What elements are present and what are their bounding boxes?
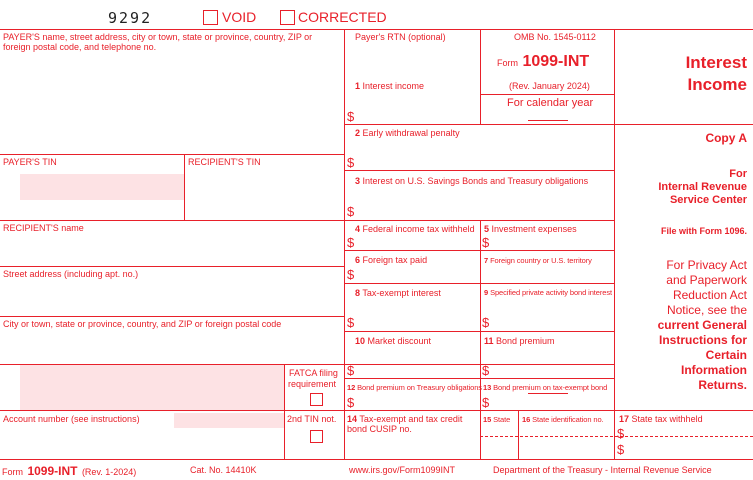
box15-label: 15 State [483,415,511,424]
box4-label: 4 Federal income tax withheld [355,224,475,234]
footer-cat-no: Cat. No. 14410K [190,465,257,475]
box14-label: 14 Tax-exempt and tax credit bond CUSIP no. [347,414,463,434]
title-income: Income [687,75,747,94]
calendar-year-field[interactable] [528,120,568,121]
box12-dollar: $ [347,395,355,410]
second-tin-label: 2nd TIN not. [287,414,337,424]
instructions-line-4: Information [681,363,747,377]
form-number: 1099-INT [522,53,590,70]
instructions-line-3: Certain [705,348,747,362]
box6-label: 6 Foreign tax paid [355,255,428,265]
omb-number: OMB No. 1545-0112 [514,32,596,42]
box9-label: 9 Specified private activity bond interest [484,288,612,297]
box13-dollar: $ [482,395,490,410]
payer-tin-field[interactable] [20,174,184,200]
service-center-label: Service Center [669,194,747,206]
box3-label: 3 Interest on U.S. Savings Bonds and Treasury obligations [355,176,589,186]
file-with-1096: File with Form 1096. [660,226,747,236]
instructions-line-5: Returns. [698,378,747,392]
corrected-label: CORRECTED [298,9,387,25]
fatca-checkbox[interactable] [310,393,323,406]
calendar-year-label: For calendar year [507,97,594,109]
payer-tin-label: PAYER'S TIN [3,157,57,167]
street-address-label: Street address (including apt. no.) [3,269,139,279]
payer-name-label: PAYER'S name, street address, city or town, state or province, country, ZIP or foreign postal code, and telephone no. [3,32,313,52]
box8-label: 8 Tax-exempt interest [355,288,441,298]
box10-label: 10 Market discount [355,336,432,346]
footer-rev: (Rev. 1-2024) [81,467,137,477]
box1-label: 1 Interest income [355,81,425,91]
copy-a: Copy A [705,131,747,145]
city-label: City or town, state or province, country, and ZIP or foreign postal code [3,319,282,329]
account-number-label: Account number (see instructions) [3,414,140,424]
box9-dollar: $ [482,315,490,330]
box2-label: 2 Early withdrawal penalty [355,128,460,138]
footer-form-prefix: Form [2,467,23,477]
box4-dollar: $ [347,235,355,250]
void-label: VOID [222,9,257,25]
box8-dollar: $ [347,315,355,330]
fatca-label-2: requirement [288,379,337,389]
payer-rtn-label: Payer's RTN (optional) [355,32,446,42]
privacy-line-4: Notice, see the [666,303,747,317]
footer-form [2,462,136,480]
footer-department: Department of the Treasury - Internal Revenue Service [493,465,712,475]
form-code: 9292 [108,9,153,27]
instructions-line-2: Instructions for [658,333,747,347]
recipient-tin-label: RECIPIENT'S TIN [188,157,261,167]
box7-label: 7 Foreign country or U.S. territory [484,256,592,265]
title-interest: Interest [685,53,747,72]
privacy-line-3: Reduction Act [672,288,747,302]
irs-label: Internal Revenue [658,181,747,193]
box10-dollar: $ [347,363,355,378]
form-prefix: Form [497,58,518,68]
form-title [497,53,589,71]
box13-label: 13 Bond premium on tax-exempt bond [483,383,608,392]
instructions-line-1: current General [657,318,747,332]
box1-dollar: $ [347,109,355,124]
box17-label: 17 State tax withheld [619,414,703,424]
recipient-name-label: RECIPIENT'S name [3,223,84,233]
footer-form-number: 1099-INT [27,464,78,478]
payer-name-lower-field[interactable] [20,364,284,410]
second-tin-checkbox[interactable] [310,430,323,443]
privacy-line-2: and Paperwork [666,273,747,287]
box17-dollar-1: $ [617,426,625,441]
box2-dollar: $ [347,155,355,170]
box5-label: 5 Investment expenses [484,224,577,234]
box6-dollar: $ [347,267,355,282]
privacy-line-1: For Privacy Act [666,258,747,272]
footer-url: www.irs.gov/Form1099INT [349,465,456,475]
box16-label: 16 State identification no. [522,415,604,424]
corrected-checkbox[interactable] [280,10,295,25]
account-number-field[interactable] [174,413,284,428]
box17-dollar-2: $ [617,442,625,457]
box3-dollar: $ [347,204,355,219]
revision-label: (Rev. January 2024) [509,81,590,91]
box12-label: 12 Bond premium on Treasury obligations [347,383,482,392]
box11-label: 11 Bond premium [484,336,555,346]
void-checkbox[interactable] [203,10,218,25]
fatca-label-1: FATCA filing [289,368,338,378]
box11-dollar: $ [482,363,490,378]
box5-dollar: $ [482,235,490,250]
for-label: For [729,168,747,180]
